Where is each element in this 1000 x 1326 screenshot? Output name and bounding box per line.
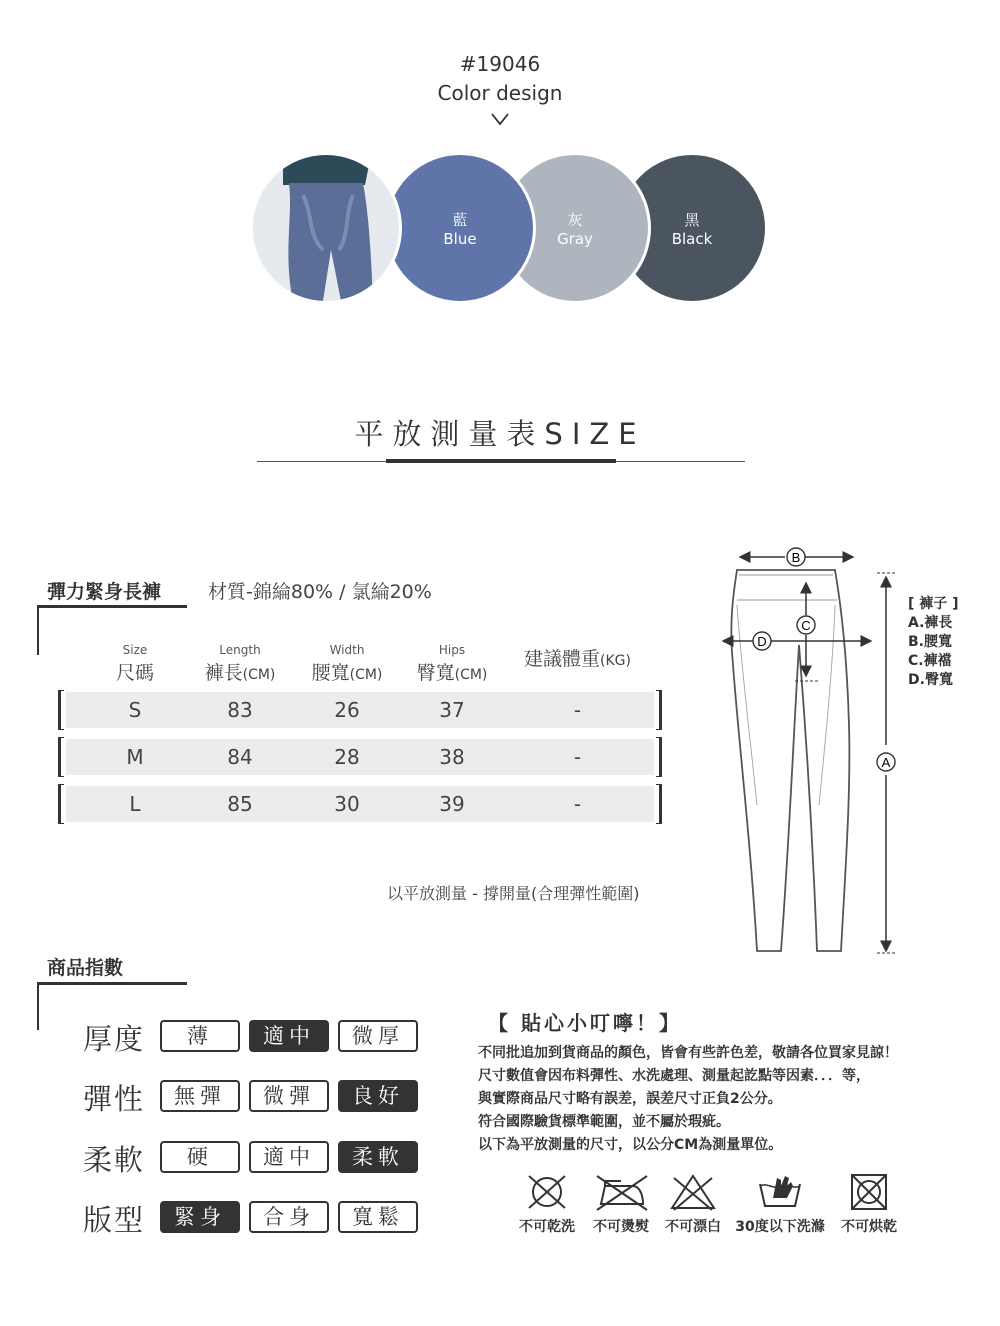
swatch-black-en: Black: [671, 230, 713, 248]
header-hips-en: Hips: [438, 643, 466, 657]
size-table-title: 平放測量表SIZE: [354, 417, 646, 451]
swatch-blue-en: Blue: [443, 230, 477, 248]
section-underline: [37, 982, 187, 985]
index-label-elasticity: 彈性: [83, 1082, 146, 1116]
cell-size: S: [128, 698, 142, 722]
cell-length: 85: [227, 792, 253, 816]
header-weight-unit: (KG): [600, 653, 631, 669]
no-bleach-icon: [668, 1172, 718, 1212]
index-label-softness: 柔軟: [83, 1143, 146, 1177]
marker-c: [797, 616, 815, 634]
legend-item: B.腰寬: [908, 634, 952, 650]
chevron-down-icon: [490, 112, 510, 126]
legend-item: A.褲長: [908, 615, 953, 631]
swatch-gray-en: Gray: [557, 230, 593, 248]
legend-item: C.褲襠: [908, 653, 952, 669]
legend-item: D.臀寬: [908, 672, 953, 688]
material-text: 材質-錦綸80% / 氯綸20%: [208, 581, 432, 603]
marker-b: [787, 548, 805, 566]
cell-width: 28: [334, 745, 360, 769]
care-hand-wash-30: [732, 1172, 828, 1236]
tips-text: [478, 1042, 898, 1157]
color-design-label: Color design: [437, 81, 563, 105]
index-label-fit: 版型: [83, 1203, 146, 1237]
hand-wash-30-icon: [755, 1172, 805, 1212]
care-no-bleach: [658, 1172, 728, 1236]
header-width-unit: (CM): [349, 667, 383, 683]
table-row: [58, 737, 662, 777]
header-length-en: Length: [219, 643, 261, 657]
option-medium-selected: 適中: [249, 1020, 329, 1052]
measurement-note: 以平放測量 - 撐開量(合理彈性範圍): [387, 884, 640, 903]
indices-title: 商品指數: [47, 957, 124, 979]
header-weight-zh: 建議體重: [524, 648, 601, 670]
no-tumble-dry-icon: [849, 1172, 889, 1212]
tip-line: 不同批追加到貨商品的顏色，皆會有些許色差，敬請各位買家見諒！: [478, 1045, 898, 1061]
cell-width: 30: [334, 792, 360, 816]
swatch-blue[interactable]: [384, 152, 536, 304]
header-size-en: Size: [122, 643, 148, 657]
care-label: 不可漂白: [665, 1219, 721, 1235]
cell-weight: -: [573, 792, 582, 816]
marker-b-label: B: [791, 550, 801, 565]
care-no-iron: [584, 1172, 658, 1236]
marker-d-label: D: [757, 634, 767, 649]
cell-weight: -: [573, 698, 582, 722]
cell-hips: 38: [439, 745, 465, 769]
header-width-en: Width: [329, 643, 365, 657]
header-width-zh: 腰寬: [311, 662, 350, 684]
cell-length: 83: [227, 698, 253, 722]
care-label: 不可燙熨: [593, 1219, 649, 1235]
cell-hips: 39: [439, 792, 465, 816]
care-no-tumble-dry: [834, 1172, 904, 1236]
index-label-thickness: 厚度: [83, 1022, 146, 1056]
swatch-gray-zh: 灰: [567, 211, 583, 229]
section-corner: [37, 982, 39, 1030]
cell-size: M: [126, 745, 144, 769]
section-corner: [37, 605, 39, 655]
cell-width: 26: [334, 698, 360, 722]
header-length-zh: 褲長: [204, 662, 243, 684]
pants-diagram: [715, 545, 905, 960]
marker-a-label: A: [881, 755, 891, 770]
product-photo: [250, 152, 402, 304]
care-label: 不可烘乾: [841, 1219, 897, 1235]
header-size-zh: 尺碼: [115, 662, 154, 684]
tips-title: 【 貼心小叮嚀！】: [488, 1011, 682, 1035]
tip-line: 與實際商品尺寸略有誤差，誤差尺寸正負2公分。: [478, 1091, 782, 1107]
no-iron-icon: [593, 1172, 649, 1212]
marker-d: [753, 632, 771, 650]
option-tight-selected: 緊身: [160, 1201, 240, 1233]
option-good-stretch-selected: 良好: [338, 1080, 418, 1112]
product-name: 彈力緊身長褲: [47, 581, 162, 603]
marker-a: [877, 753, 895, 771]
care-label: 不可乾洗: [519, 1219, 575, 1235]
cell-weight: -: [573, 745, 582, 769]
header-hips-zh: 臀寬: [416, 662, 455, 684]
care-no-dry-clean: [510, 1172, 584, 1236]
cell-length: 84: [227, 745, 253, 769]
title-underline: [386, 459, 616, 463]
tip-line: 尺寸數值會因布料彈性、水洗處理、測量起訖點等因素．．．等，: [478, 1068, 870, 1084]
swatch-blue-zh: 藍: [452, 211, 468, 229]
cell-hips: 37: [439, 698, 465, 722]
option-loose: 寬鬆: [338, 1201, 418, 1233]
marker-c-label: C: [801, 618, 811, 633]
option-medium: 適中: [249, 1141, 329, 1173]
option-hard: 硬: [160, 1141, 240, 1173]
option-slight-stretch: 微彈: [249, 1080, 329, 1112]
section-underline: [37, 605, 187, 608]
tip-line: 以下為平放測量的尺寸，以公分CM為測量單位。: [478, 1137, 783, 1153]
diagram-legend: [908, 595, 959, 690]
swatch-black-zh: 黑: [684, 211, 700, 229]
tip-line: 符合國際驗貨標準範圍，並不屬於瑕疵。: [478, 1114, 730, 1130]
option-no-stretch: 無彈: [160, 1080, 240, 1112]
table-row: [58, 690, 662, 730]
header-width: [297, 643, 397, 685]
care-label: 30度以下洗滌: [735, 1219, 825, 1235]
cell-size: L: [129, 792, 141, 816]
no-dry-clean-icon: [524, 1172, 570, 1212]
option-slightly-thick: 微厚: [338, 1020, 418, 1052]
header-size: [95, 643, 175, 685]
option-thin: 薄: [160, 1020, 240, 1052]
legend-title: [ 褲子 ]: [908, 596, 959, 612]
option-fitted: 合身: [249, 1201, 329, 1233]
header-hips-unit: (CM): [454, 667, 488, 683]
header-length: [190, 643, 290, 685]
option-soft-selected: 柔軟: [338, 1141, 418, 1173]
header-hips: [402, 643, 502, 685]
header-weight: [510, 643, 645, 671]
product-code: #19046: [459, 52, 541, 76]
table-row: [58, 784, 662, 824]
header-length-unit: (CM): [242, 667, 276, 683]
